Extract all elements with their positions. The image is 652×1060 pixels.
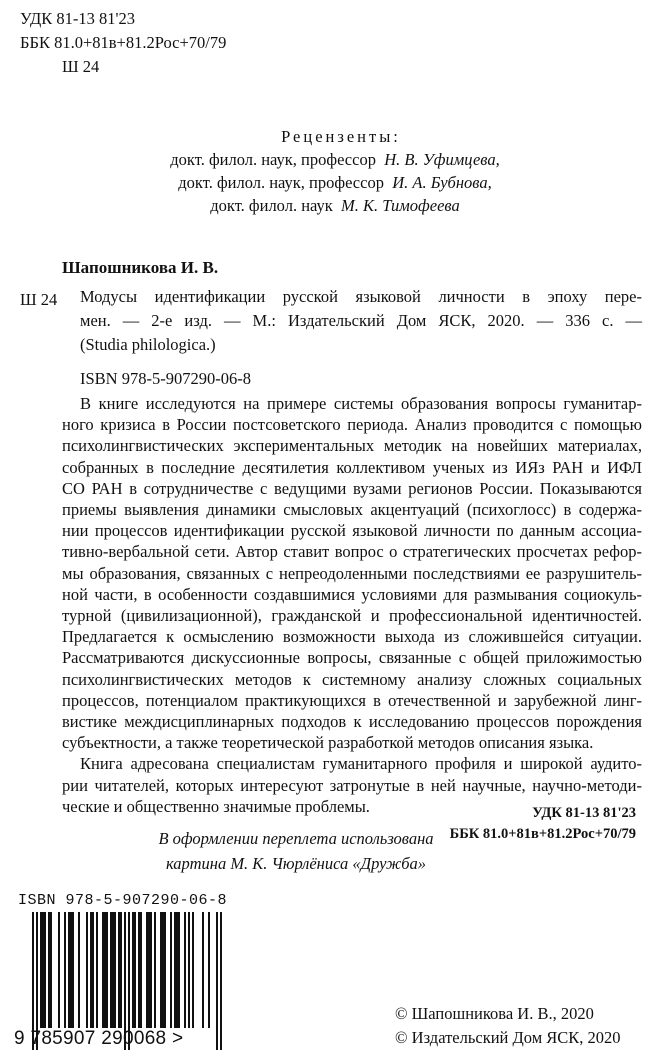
- barcode-isbn-text: ISBN 978-5-907290-06-8: [18, 892, 228, 909]
- entry-line: мен. — 2-е изд. — М.: Издательский Дом ЯСК, 2020. — 336 с. —: [80, 311, 642, 330]
- annotation-line: турной (цивилизационной), гражданской и профессиональной идентичностей.: [62, 606, 642, 626]
- entry-line: (Studia philologica.): [80, 335, 216, 354]
- barcode-bar-5: [64, 912, 66, 1028]
- barcode-bar-6: [68, 912, 74, 1028]
- reviewer-2-position: докт. филол. наук, профессор: [178, 173, 384, 192]
- barcode-bar-9: [90, 912, 94, 1028]
- barcode-bar-4: [58, 912, 60, 1028]
- reviewer-1-position: докт. филол. наук, профессор: [170, 150, 376, 169]
- reviewer-1-name: Н. В. Уфимцева,: [384, 150, 500, 169]
- annotation-line: собранных в последние десятилетия коллективом ученых из ИЯз РАН и ИФЛ: [62, 457, 642, 477]
- barcode-bar-7: [78, 912, 80, 1028]
- annotation-line: тивно-вербальной сети. Автор ставит вопрос о стратегических просчетах рефор-: [62, 542, 642, 562]
- reviewer-3: [0, 194, 652, 217]
- reviewer-3-name: М. К. Тимофеева: [341, 196, 460, 215]
- entry-author: Шапошникова И. В.: [62, 258, 219, 277]
- barcode-bar-28: [216, 912, 218, 1050]
- annotation-line: нии процессов идентификации русской языковой личности по данным ассоциа-: [62, 521, 642, 541]
- entry-description: [80, 285, 642, 357]
- annotation: [62, 393, 642, 817]
- barcode-bar-29: [220, 912, 222, 1050]
- annotation-line: мы образования, связанных с непреодоленными последствиями ее разрушитель-: [62, 563, 642, 583]
- annotation-line: процессов, потенциалом практикующихся в отечественной и зарубежной линг-: [62, 690, 642, 710]
- barcode-bar-13: [118, 912, 122, 1028]
- copyright-publisher: © Издательский Дом ЯСК, 2020: [395, 1028, 621, 1047]
- annotation-line: СО РАН в сотрудничестве с ведущими вузами регионов России. Показываются: [62, 478, 642, 498]
- barcode-digits: 9 785907 290068 >: [14, 1028, 184, 1049]
- barcode-bar-16: [132, 912, 136, 1028]
- barcode-bar-25: [192, 912, 194, 1028]
- barcode-bar-12: [110, 912, 116, 1028]
- barcode-bar-10: [96, 912, 98, 1028]
- reviewer-1: [0, 148, 652, 171]
- reviewer-3-position: докт. филол. наук: [210, 196, 333, 215]
- annotation-line: Предлагается к осмыслению возможности выхода из сложившейся ситуации.: [62, 627, 642, 647]
- reviewer-2-name: И. А. Бубнова,: [392, 173, 492, 192]
- annotation-line: приемы выявления динамики смысловых акцентуаций (психоглосс) в содержа-: [62, 500, 642, 520]
- udk-code-bold: УДК 81-13 81'23: [532, 805, 636, 821]
- copyright-author: © Шапошникова И. В., 2020: [395, 1004, 594, 1023]
- barcode-bar-17: [138, 912, 142, 1028]
- entry-cipher: Ш 24: [20, 290, 58, 309]
- reviewer-2: [0, 171, 652, 194]
- entry-isbn: ISBN 978-5-907290-06-8: [80, 369, 251, 388]
- annotation-line: Рассматриваются дискуссионные вопросы, связанные с общей приложимостью: [62, 648, 642, 668]
- barcode-bar-2: [40, 912, 46, 1028]
- annotation-line: рии читателей, которых интересуют затронутые в ней научные, научно-методи-: [62, 775, 642, 795]
- barcode-bar-18: [146, 912, 152, 1028]
- reviewers-heading: Рецензенты:: [281, 127, 401, 146]
- barcode-bar-27: [208, 912, 210, 1028]
- cover-note-line-2: картина М. К. Чюрлёниса «Дружба»: [166, 854, 426, 873]
- barcode-bar-21: [170, 912, 172, 1028]
- barcode-bar-11: [102, 912, 108, 1028]
- cover-note-line-1: В оформлении переплета использована: [158, 829, 434, 848]
- annotation-line: психолингвистических экспериментальных методик на новейших материалах,: [62, 436, 642, 456]
- annotation-line: вистике междисциплинарных подходов к исследованию процессов порождения: [62, 712, 642, 732]
- barcode-bar-20: [160, 912, 166, 1028]
- author-cipher: Ш 24: [62, 57, 100, 76]
- cover-note: [0, 826, 652, 876]
- bbk-code: ББК 81.0+81в+81.2Рос+70/79: [20, 33, 227, 52]
- barcode-bar-19: [154, 912, 156, 1028]
- bbk-code-bold: ББК 81.0+81в+81.2Рос+70/79: [449, 826, 636, 842]
- isbn-barcode: [14, 892, 236, 1060]
- barcode-bar-3: [48, 912, 52, 1028]
- reviewers-block: [0, 125, 652, 217]
- annotation-line: ческие и общественно значимые проблемы.: [62, 796, 370, 816]
- annotation-line: В книге исследуются на примере системы образования вопросы гуманитар-: [80, 394, 642, 413]
- udk-code: УДК 81-13 81'23: [20, 9, 135, 28]
- annotation-line: субъектности, а также теоретической разработкой методов описания языка.: [62, 733, 594, 753]
- barcode-bar-8: [86, 912, 88, 1028]
- entry-line: Модусы идентификации русской языковой личности в эпоху пере-: [80, 287, 642, 306]
- barcode-bar-26: [202, 912, 204, 1028]
- barcode-bar-23: [184, 912, 186, 1028]
- barcode-bar-22: [174, 912, 180, 1028]
- annotation-line: ной части, в особенности создавшимися условиями для размывания социокуль-: [62, 584, 642, 604]
- annotation-line: Книга адресована специалистам гуманитарного профиля и широкой аудито-: [80, 754, 642, 774]
- annotation-line: психолингвистических методов к системному анализу сложных социальных: [62, 669, 642, 689]
- barcode-bar-24: [188, 912, 190, 1028]
- annotation-line: ного кризиса в России постсоветского периода. Анализ проводится с помощью: [62, 415, 642, 435]
